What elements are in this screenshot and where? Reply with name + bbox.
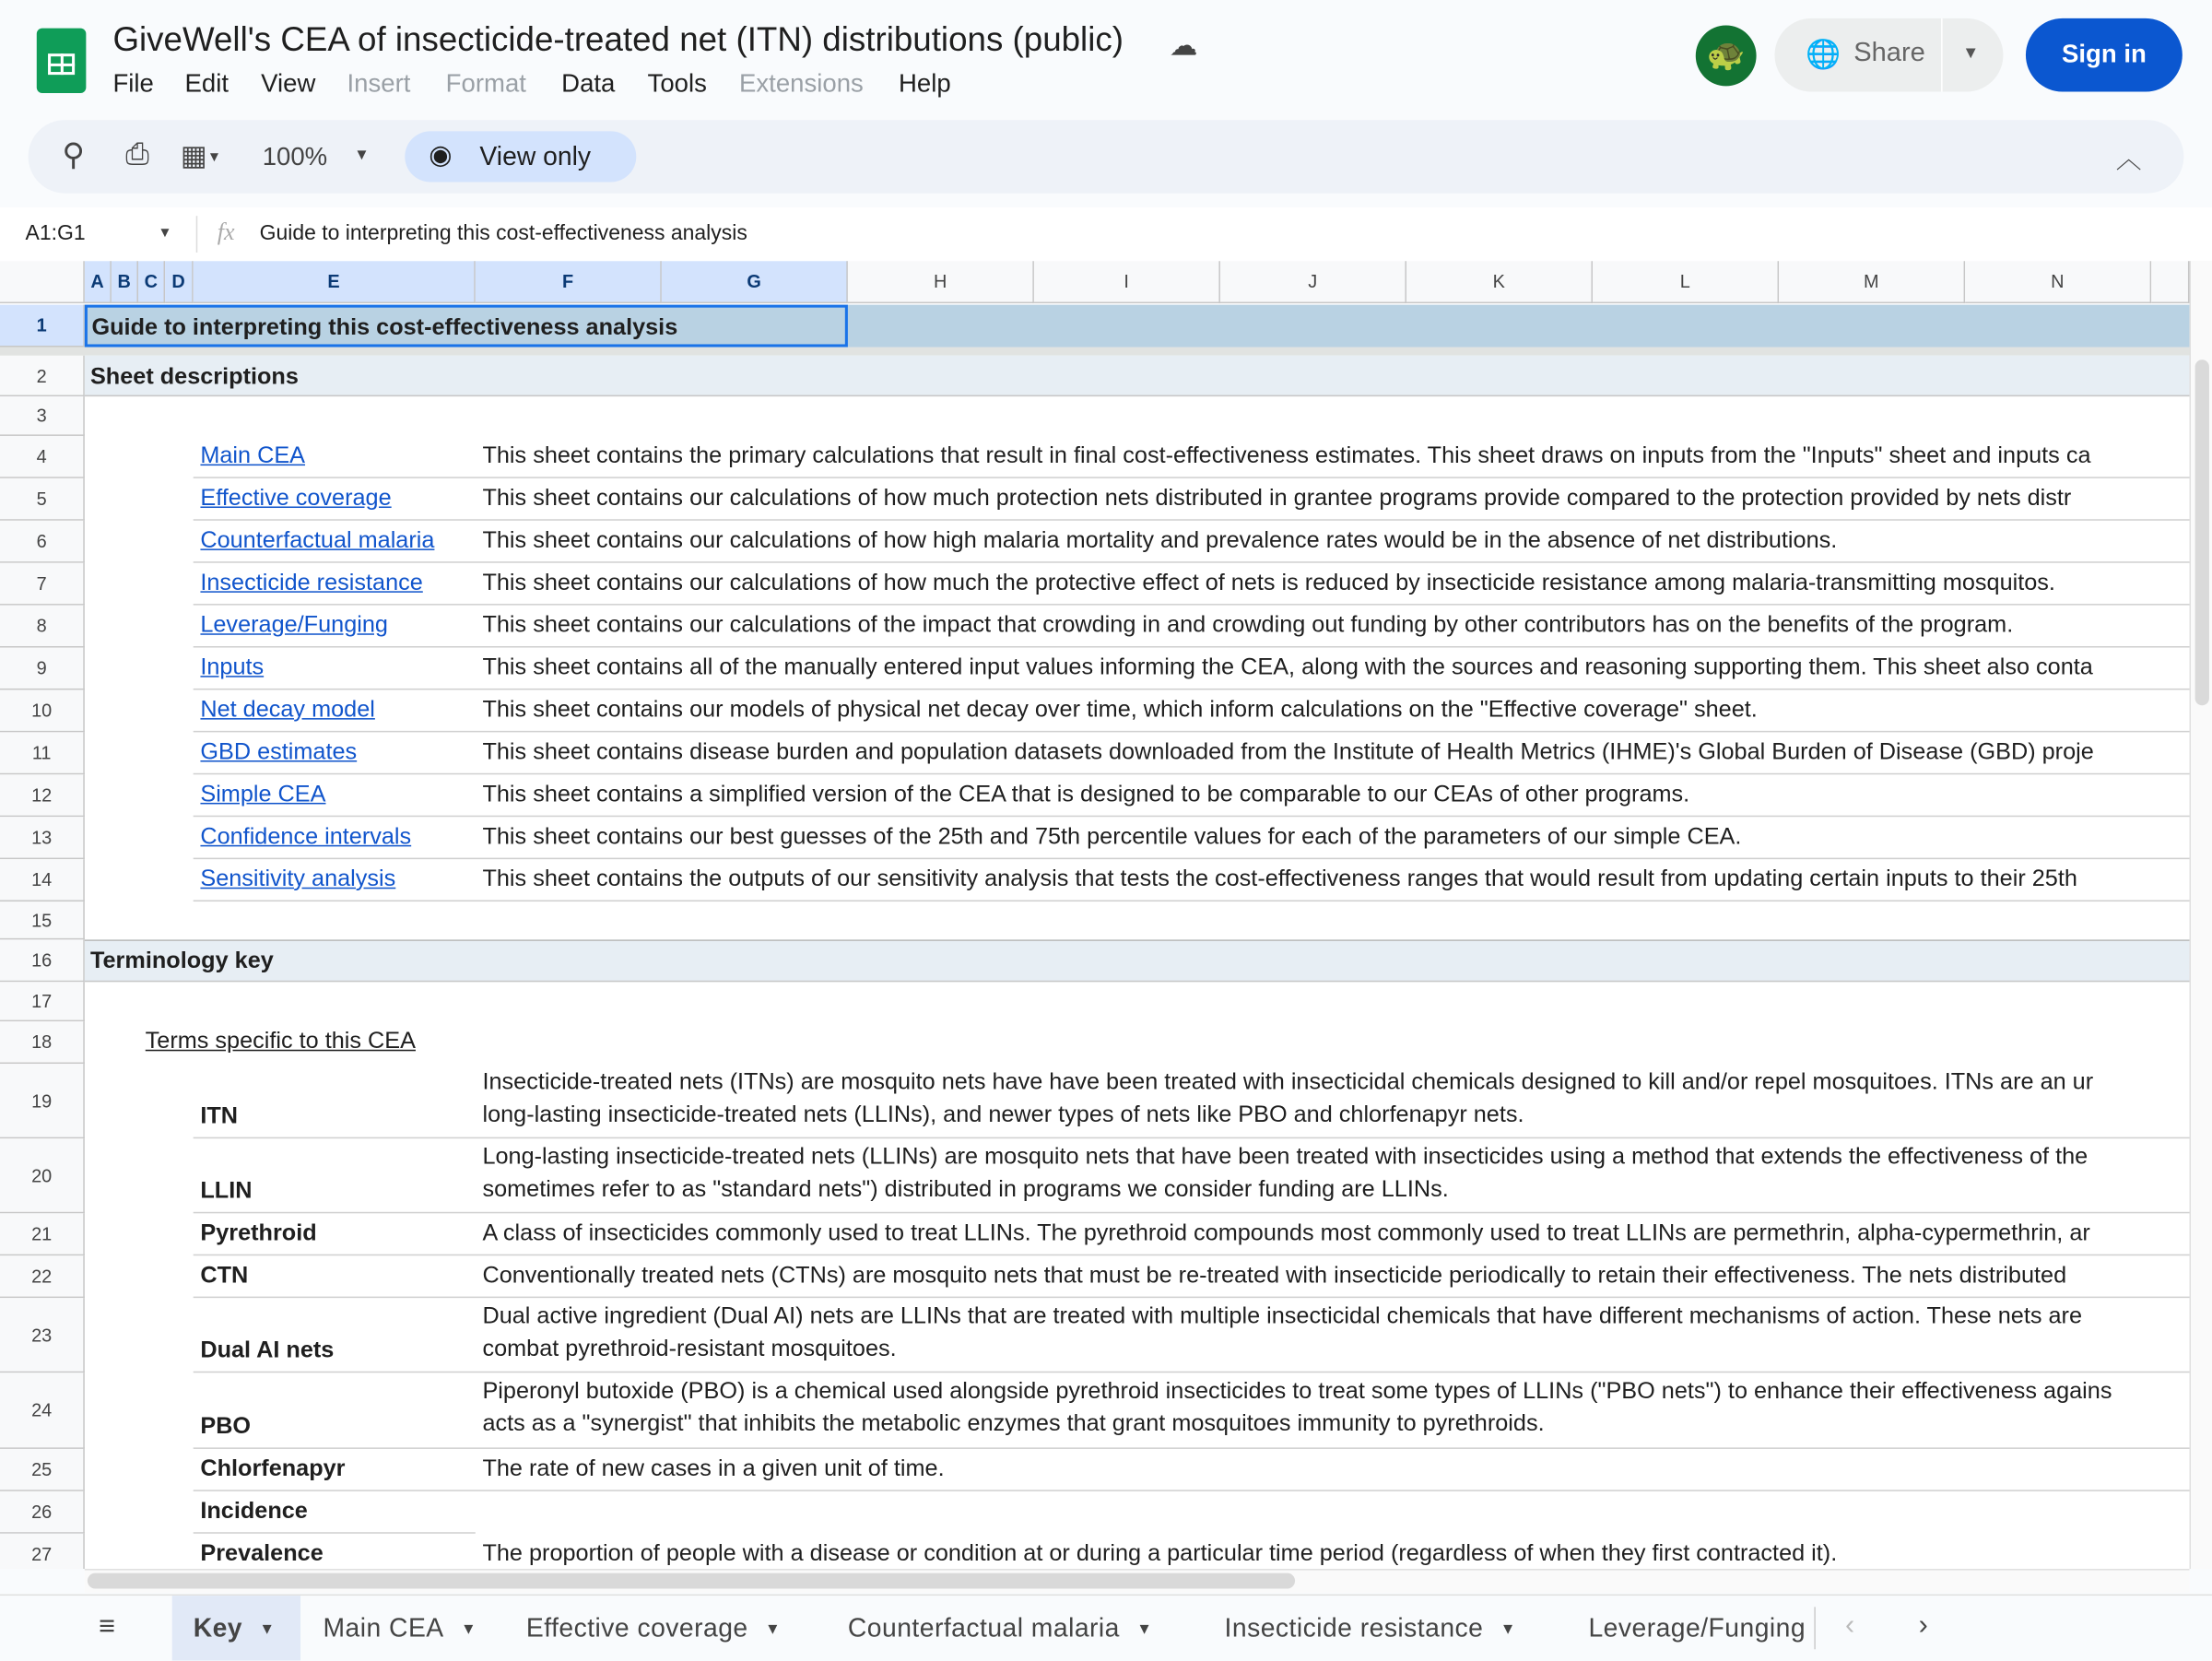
row-divider [194, 773, 2190, 775]
row-divider [194, 901, 2190, 902]
column-header-a[interactable]: A [85, 261, 112, 303]
column-header-d[interactable]: D [165, 261, 194, 303]
row-header-4[interactable]: 4 [0, 436, 85, 478]
row-header-5[interactable]: 5 [0, 478, 85, 521]
sheet-description: This sheet contains the primary calculations that result in final cost-effectiveness estimates. This sheet draws on inputs from the "Inputs" sheet and inputs ca [482, 442, 2091, 469]
sheet-description: This sheet contains our best guesses of the 25th and 75th percentile values for each of the parameters of our simple CEA. [482, 823, 1742, 850]
row-header-24[interactable]: 24 [0, 1372, 85, 1449]
row-divider [194, 519, 2190, 521]
column-header-e[interactable]: E [194, 261, 476, 303]
sheet-description: This sheet contains our calculations of how much the protective effect of nets is reduced by insecticide resistance among malaria-transmitting mosquitos. [482, 570, 2055, 595]
row-header-6[interactable]: 6 [0, 521, 85, 563]
row-header-2[interactable]: 2 [0, 356, 85, 396]
zoom-dropdown-icon[interactable]: ▼ [354, 147, 370, 164]
horizontal-scroll-thumb[interactable] [88, 1573, 1295, 1589]
globe-icon: 🌐 [1806, 39, 1841, 71]
term-definition: A class of insecticides commonly used to treat LLINs. The pyrethroid compounds most commonly used to treat LLINs are permethrin, alpha-cypermethrin, ar [482, 1219, 2090, 1246]
row-divider [85, 939, 2190, 941]
sheet-link-insecticide-resistance[interactable]: Insecticide resistance [200, 570, 423, 595]
term-definition: Piperonyl butoxide (PBO) is a chemical used alongside pyrethroid insecticides to treat some types of LLINs ("PBO nets") to enhance their effectiveness agains [482, 1378, 2112, 1404]
sheet-tab-key[interactable] [194, 1612, 276, 1643]
name-box-dropdown-icon[interactable]: ▼ [158, 225, 172, 241]
menu-format[interactable]: Format [445, 68, 526, 98]
column-header-i[interactable]: I [1034, 261, 1220, 303]
sheet-tab-main-cea[interactable] [324, 1612, 477, 1643]
sheet-link-inputs[interactable]: Inputs [200, 654, 265, 680]
tab-dropdown-icon[interactable]: ▼ [461, 1620, 477, 1639]
tab-label: Key [193, 1612, 243, 1643]
fx-icon: fx [217, 218, 235, 246]
row-header-17[interactable]: 17 [0, 982, 85, 1021]
row-divider [194, 731, 2190, 733]
column-header-h[interactable]: H [848, 261, 1034, 303]
tab-dropdown-icon[interactable]: ▼ [1500, 1620, 1516, 1639]
term-definition: The rate of new cases in a given unit of time. [482, 1455, 945, 1482]
row-divider [194, 1490, 2190, 1491]
row-divider [194, 858, 2190, 860]
search-icon[interactable]: ⚲ [62, 136, 86, 172]
share-label: Share [1853, 38, 1925, 68]
row-header-15[interactable]: 15 [0, 901, 85, 939]
sign-in-button[interactable]: Sign in [2026, 18, 2183, 92]
row-divider [194, 604, 2190, 606]
select-all-corner[interactable] [0, 261, 85, 303]
row-header-3[interactable]: 3 [0, 396, 85, 436]
column-header-b[interactable]: B [112, 261, 138, 303]
row-header-23[interactable]: 23 [0, 1298, 85, 1372]
formula-content[interactable]: Guide to interpreting this cost-effectiveness analysis [259, 221, 747, 246]
collapse-toolbar-icon[interactable]: ︿ [2115, 145, 2142, 174]
row-divider [194, 1447, 2190, 1449]
scroll-tabs-left-icon[interactable]: ‹ [1845, 1609, 1855, 1642]
menu-extensions[interactable]: Extensions [739, 68, 864, 98]
row-header-19[interactable]: 19 [0, 1064, 85, 1138]
menu-edit[interactable]: Edit [184, 68, 229, 98]
tab-label: Leverage/Funging [1588, 1612, 1806, 1643]
column-header-n[interactable]: N [1965, 261, 2151, 303]
sheet-tab-effective-coverage[interactable] [526, 1612, 781, 1643]
tab-label: Effective coverage [525, 1612, 748, 1643]
row-header-1[interactable]: 1 [0, 305, 85, 348]
row-header-10[interactable]: 10 [0, 689, 85, 732]
spreadsheet-grid[interactable] [0, 261, 2189, 1569]
term-definition: Conventionally treated nets (CTNs) are mosquito nets that must be re-treated with insecticide periodically to retain their effectiveness. The nets distributed [482, 1262, 2067, 1289]
term-definition: combat pyrethroid-resistant mosquitoes. [482, 1336, 897, 1362]
menu-file[interactable]: File [112, 68, 154, 98]
term-ctn: CTN [200, 1262, 249, 1289]
cloud-status-icon[interactable]: ☁ [1169, 30, 1198, 63]
row-divider [194, 646, 2190, 648]
term-definition: long-lasting insecticide-treated nets (LLINs), and newer types of nets like PBO and chlorfenapyr nets. [482, 1101, 1524, 1127]
term-dual-ai-nets: Dual AI nets [200, 1337, 335, 1363]
turtle-icon: 🐢 [1706, 36, 1746, 73]
sheet-link-confidence-intervals[interactable]: Confidence intervals [200, 823, 412, 850]
row-header-20[interactable]: 20 [0, 1138, 85, 1213]
term-definition: acts as a "synergist" that inhibits the metabolic enzymes that grant mosquitoes immunity to pyrethroids. [482, 1410, 1545, 1437]
row-header-14[interactable]: 14 [0, 859, 85, 901]
view-only-button[interactable]: ◉ View only [405, 131, 636, 182]
column-header-k[interactable]: K [1406, 261, 1593, 303]
sheet-link-gbd-estimates[interactable]: GBD estimates [200, 739, 358, 765]
row-divider [194, 1297, 2190, 1299]
column-header-g[interactable]: G [662, 261, 848, 303]
column-header-l[interactable]: L [1593, 261, 1779, 303]
column-header-extra [2151, 261, 2189, 303]
tab-dropdown-icon[interactable]: ▼ [1136, 1620, 1153, 1639]
tab-label: Counterfactual malaria [847, 1612, 1120, 1643]
section-header-sheet-descriptions[interactable]: Sheet descriptions [85, 356, 2190, 396]
row-header-9[interactable]: 9 [0, 648, 85, 690]
row-header-11[interactable]: 11 [0, 732, 85, 774]
avatar[interactable] [1696, 26, 1757, 87]
term-chlorfenapyr: Chlorfenapyr [200, 1455, 346, 1482]
row-header-27[interactable]: 27 [0, 1534, 85, 1569]
formula-bar [0, 207, 2212, 261]
row-header-25[interactable]: 25 [0, 1449, 85, 1491]
menu-help[interactable]: Help [898, 68, 951, 98]
term-definition: The proportion of people with a disease or condition at or during a particular time period (regardless of when they first contracted it). [482, 1540, 1838, 1566]
sheet-tab-insecticide-resistance[interactable] [1225, 1612, 1516, 1643]
sheet-tab-counterfactual-malaria[interactable] [848, 1612, 1152, 1643]
format-icon[interactable]: ▦▼ [180, 141, 222, 172]
column-header-c[interactable]: C [138, 261, 165, 303]
sheet-title-cell[interactable]: Guide to interpreting this cost-effectiveness analysis [85, 305, 848, 348]
menu-insert[interactable]: Insert [347, 68, 411, 98]
column-header-j[interactable]: J [1220, 261, 1406, 303]
sheet-link-effective-coverage[interactable]: Effective coverage [200, 485, 392, 512]
sheet-description: This sheet contains disease burden and population datasets downloaded from the Institute of Health Metrics (IHME)'s Global Burden of Disease (GBD) proje [482, 739, 2094, 765]
share-dropdown-icon[interactable]: ▼ [1962, 41, 1980, 63]
term-itn: ITN [200, 1102, 239, 1129]
row-divider [194, 1372, 2190, 1373]
term-llin: LLIN [200, 1178, 253, 1204]
row-header-12[interactable]: 12 [0, 774, 85, 817]
vertical-scroll-thumb[interactable] [2195, 359, 2209, 705]
row-header-21[interactable]: 21 [0, 1213, 85, 1255]
tab-dropdown-icon[interactable]: ▼ [259, 1620, 276, 1639]
row-divider [194, 1255, 2190, 1256]
term-incidence: Incidence [200, 1498, 308, 1525]
term-pyrethroid: Pyrethroid [200, 1219, 317, 1246]
term-definition: Insecticide-treated nets (ITNs) are mosquito nets have have been treated with insecticidal chemicals designed to kill and/or repel mosquitoes. ITNs are an ur [482, 1069, 2094, 1095]
row-divider [194, 689, 2190, 690]
name-box[interactable]: A1:G1 [25, 221, 86, 246]
tab-label: Insecticide resistance [1224, 1612, 1484, 1643]
column-header-m[interactable]: M [1779, 261, 1965, 303]
row-header-22[interactable]: 22 [0, 1255, 85, 1298]
sheet-description: This sheet contains our calculations of how much protection nets distributed in grantee programs provide compared to the protection provided by nets distr [482, 485, 2072, 512]
sheet-description: This sheet contains all of the manually entered input values informing the CEA, along with the sources and reasoning supporting them. This sheet also conta [482, 654, 2093, 680]
zoom-select[interactable]: 100% [262, 142, 328, 171]
term-definition: Long-lasting insecticide-treated nets (LLINs) are mosquito nets that have been treated with insecticides using a method that extends the effectiveness of the [482, 1144, 2088, 1170]
print-icon[interactable]: ⎙ [125, 137, 149, 171]
horizontal-scrollbar[interactable] [85, 1569, 2190, 1593]
tab-dropdown-icon[interactable]: ▼ [764, 1620, 782, 1639]
term-pbo: PBO [200, 1413, 252, 1440]
menu-view[interactable]: View [261, 68, 316, 98]
sheets-logo[interactable] [37, 29, 87, 93]
row-header-8[interactable]: 8 [0, 606, 85, 648]
row-divider [194, 1137, 2190, 1139]
sheet-link-simple-cea[interactable]: Simple CEA [200, 781, 326, 807]
menu-tools[interactable]: Tools [647, 68, 707, 98]
term-definition: sometimes refer to as "standard nets") distributed in programs we consider funding are LLINs. [482, 1176, 1449, 1203]
sheet-link-sensitivity-analysis[interactable]: Sensitivity analysis [200, 866, 396, 892]
sheet-link-leverage-funging[interactable]: Leverage/Funging [200, 612, 388, 638]
sheet-tab-bar [0, 1595, 2212, 1661]
tab-divider [1814, 1607, 1816, 1649]
eye-icon: ◉ [429, 141, 453, 171]
sheet-link-counterfactual-malaria[interactable]: Counterfactual malaria [200, 527, 435, 553]
row-divider [194, 477, 2190, 478]
terms-subheader[interactable]: Terms specific to this CEA [145, 1028, 416, 1054]
sheet-description: This sheet contains our models of physical net decay over time, which inform calculations on the "Effective coverage" sheet. [482, 697, 1758, 723]
document-title[interactable]: GiveWell's CEA of insecticide-treated net (ITN) distributions (public) [112, 20, 1124, 60]
row-divider [194, 816, 2190, 818]
row-header-16[interactable]: 16 [0, 939, 85, 982]
scroll-tabs-right-icon[interactable]: › [1918, 1609, 1928, 1642]
row-header-18[interactable]: 18 [0, 1021, 85, 1064]
row-divider [194, 561, 2190, 563]
toolbar [29, 120, 2184, 194]
sheet-description: This sheet contains our calculations of the impact that crowding in and crowding out funding by other contributors has on the benefits of the program. [482, 612, 2014, 638]
sheet-description: This sheet contains a simplified version of the CEA that is designed to be comparable to our CEAs of other programs. [482, 781, 1690, 807]
row-divider [194, 1532, 476, 1534]
row-divider [194, 1212, 2190, 1214]
all-sheets-icon[interactable]: ≡ [99, 1610, 116, 1643]
menu-bar [112, 69, 1100, 103]
menu-data[interactable]: Data [561, 68, 616, 98]
sheet-description: This sheet contains our calculations of how high malaria mortality and prevalence rates would be in the absence of net distributions. [482, 527, 1838, 553]
section-header-terminology[interactable]: Terminology key [85, 939, 2190, 982]
frozen-row-divider[interactable] [0, 348, 2189, 356]
row-header-7[interactable]: 7 [0, 563, 85, 606]
term-prevalence: Prevalence [200, 1540, 324, 1566]
column-header-f[interactable]: F [476, 261, 662, 303]
sheet-description: This sheet contains the outputs of our sensitivity analysis that tests the cost-effectiveness ranges that would result from updating certain inputs to their 25th [482, 866, 2077, 892]
vertical-scrollbar[interactable] [2189, 261, 2211, 1569]
sheet-link-net-decay-model[interactable]: Net decay model [200, 697, 375, 723]
sheet-tab-leverage-funging[interactable] [1588, 1612, 1806, 1643]
tab-label: Main CEA [323, 1612, 444, 1643]
row-header-13[interactable]: 13 [0, 817, 85, 859]
term-definition: Dual active ingredient (Dual AI) nets are LLINs that are treated with multiple insecticidal chemicals that have different mechanisms of action. These nets are [482, 1303, 2082, 1329]
share-button[interactable] [1774, 18, 2003, 92]
row-header-26[interactable]: 26 [0, 1491, 85, 1534]
sheet-link-main-cea[interactable]: Main CEA [200, 442, 306, 469]
